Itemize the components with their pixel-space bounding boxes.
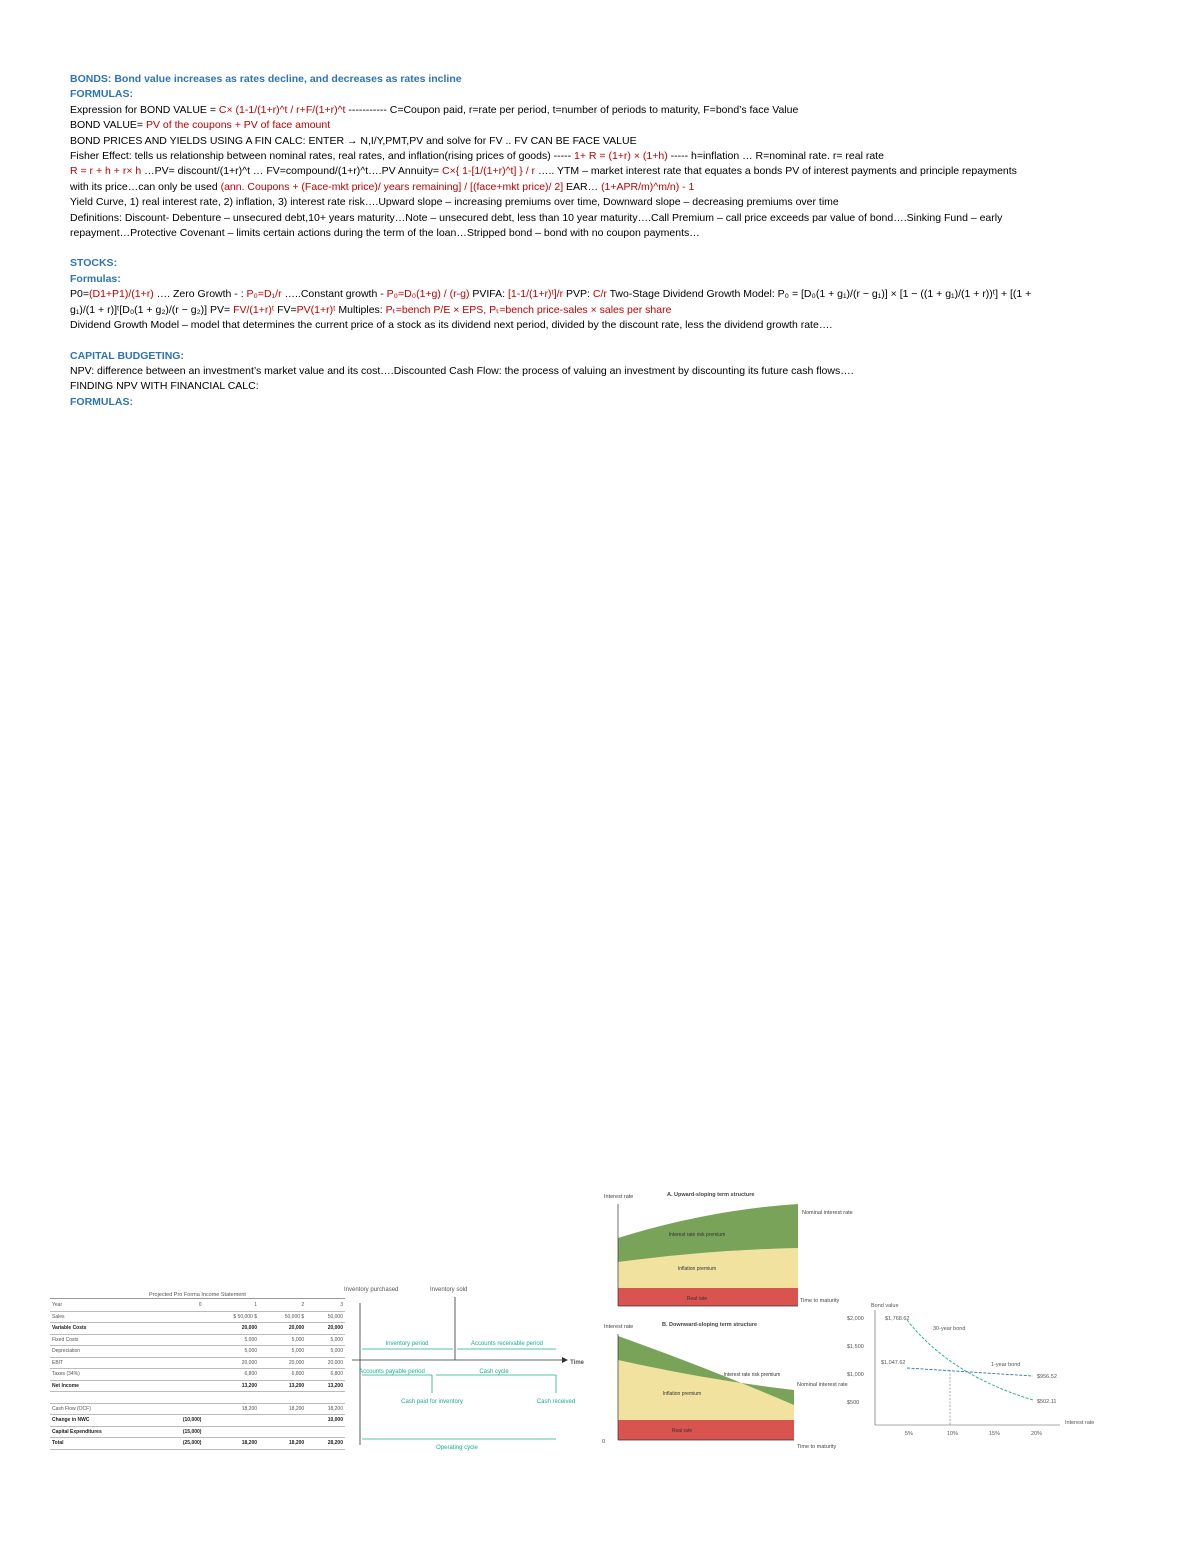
table-cell: 18,200 — [259, 1403, 306, 1415]
time-label: Time — [570, 1360, 584, 1366]
downward-inflation-label: Inflation premium — [662, 1391, 702, 1397]
table-cell: 5,000 — [259, 1346, 306, 1358]
table-row — [50, 1357, 345, 1369]
y-tick-2000: $2,000 — [847, 1316, 864, 1322]
table-row — [50, 1323, 345, 1335]
table-row — [50, 1346, 345, 1358]
stocks-heading: STOCKS: — [70, 257, 118, 270]
x-tick-5: 5% — [905, 1431, 913, 1437]
definitions-line: Definitions: Discount- Debenture – unsecured debt,10+ years maturity…Note – unsecured debt, less than 10 year maturity….Call Premium – call price exceeds par value of bond….Sinking Fund – early — [70, 211, 1003, 224]
table-cell: 5,000 — [203, 1334, 259, 1346]
table-cell: 20,000 — [259, 1357, 306, 1369]
table-cell: 13,200 — [259, 1380, 306, 1392]
value-502: $502.11 — [1037, 1399, 1057, 1405]
table-cell — [306, 1426, 345, 1438]
upward-nominal-label: Nominal interest rate — [802, 1210, 853, 1216]
table-cell: 20,000 — [203, 1357, 259, 1369]
table-cell: 50,000 — [306, 1311, 345, 1323]
table-header-cell: Year — [50, 1300, 158, 1311]
table-cell: Variable Costs — [50, 1323, 158, 1335]
table-cell: Cash Flow (OCF) — [50, 1403, 158, 1415]
table-cell — [158, 1392, 203, 1404]
pro-forma-table-figure — [50, 1292, 345, 1450]
table-cell: (10,000) — [158, 1415, 203, 1427]
table-cell: 10,000 — [306, 1415, 345, 1427]
stocks-formulas-label: Formulas: — [70, 272, 121, 285]
table-cell — [203, 1392, 259, 1404]
table-cell: 18,200 — [306, 1403, 345, 1415]
table-cell: Fixed Costs — [50, 1334, 158, 1346]
npv-line: NPV: difference between an investment’s market value and its cost….Discounted Cash Flow: the process of valuing an investment by discounting its future cash flows…. — [70, 364, 854, 377]
one-year-label: 1-year bond — [991, 1362, 1021, 1368]
downward-nominal-label: Nominal interest rate — [797, 1382, 848, 1388]
pv-fv-line: R = r + h + r× h …PV= discount/(1+r)^t … FV=compound/(1+r)^t….PV Annuity= C×{ 1-[1/(1+r)^t] } / r ….. YTM – market interest rate that equates a bonds PV of interest payments and principle repayments — [70, 165, 1017, 178]
cash-received-label: Cash received — [536, 1399, 576, 1405]
downward-real-label: Real rate — [671, 1428, 693, 1434]
cash-cycle-label: Cash cycle — [479, 1369, 509, 1375]
cash-paid-label: Cash paid for inventory — [401, 1399, 463, 1405]
upward-title: A. Upward-sloping term structure — [667, 1192, 755, 1198]
operating-cycle-figure — [344, 1285, 584, 1455]
table-cell: Depreciation — [50, 1346, 158, 1358]
table-header-cell: 1 — [203, 1300, 259, 1311]
value-1768: $1,768.62 — [885, 1316, 910, 1322]
bond-x-label: Interest rate — [1065, 1420, 1095, 1426]
table-cell — [259, 1426, 306, 1438]
table-row — [50, 1403, 345, 1415]
table-cell: Sales — [50, 1311, 158, 1323]
yield-curve-line: Yield Curve, 1) real interest rate, 2) inflation, 3) interest rate risk….Upward slope – increasing premiums over time, Downward slope – decreasing premiums over time — [70, 196, 839, 209]
table-cell: $ 50,000 $ — [203, 1311, 259, 1323]
table-cell: Change in NWC — [50, 1415, 158, 1427]
table-cell — [158, 1346, 203, 1358]
table-cell — [259, 1415, 306, 1427]
bond-value-expression: Expression for BOND VALUE = C× (1-1/(1+r)^t / r+F/(1+r)^t ----------- C=Coupon paid, r=rate per period, t=number of periods to maturity, F=bond’s face Value — [70, 103, 799, 116]
table-cell: Capital Expenditures — [50, 1426, 158, 1438]
upward-y-label: Interest rate — [604, 1194, 634, 1200]
downward-zero-label: 0 — [602, 1439, 606, 1445]
table-row — [50, 1438, 345, 1450]
table-cell: 5,000 — [259, 1334, 306, 1346]
fin-calc-line: BOND PRICES AND YIELDS USING A FIN CALC: ENTER → N,I/Y,PMT,PV and solve for FV .. FV CAN BE FACE VALUE — [70, 134, 637, 147]
ar-period-label: Accounts receivable period — [470, 1341, 544, 1347]
table-cell: (25,000) — [158, 1438, 203, 1450]
table-cell: 20,000 — [203, 1323, 259, 1335]
upward-inflation-label: Inflation premium — [677, 1266, 717, 1272]
table-row — [50, 1369, 345, 1381]
table-row — [50, 1334, 345, 1346]
table-cell: 18,200 — [259, 1438, 306, 1450]
table-cell — [158, 1369, 203, 1381]
table-cell: Net Income — [50, 1380, 158, 1392]
pro-forma-table — [50, 1300, 345, 1450]
inventory-purchased-label: Inventory purchased — [344, 1287, 399, 1293]
ap-period-label: Accounts payable period — [359, 1369, 425, 1375]
table-cell: 6,800 — [259, 1369, 306, 1381]
x-tick-15: 15% — [989, 1431, 1001, 1437]
figures-row — [0, 1180, 1200, 1460]
table-cell: 50,000 $ — [259, 1311, 306, 1323]
table-cell: 18,200 — [203, 1403, 259, 1415]
y-tick-1500: $1,500 — [847, 1344, 864, 1350]
definitions-line-2: repayment…Protective Covenant – limits certain actions during the term of the loan…Stripped bond – bond with no coupon payments… — [70, 227, 700, 240]
table-row — [50, 1380, 345, 1392]
downward-title: B. Downward-sloping term structure — [662, 1322, 758, 1328]
capital-formulas-label: FORMULAS: — [70, 395, 133, 408]
table-row — [50, 1415, 345, 1427]
table-cell — [158, 1357, 203, 1369]
table-cell — [203, 1415, 259, 1427]
y-tick-1000: $1,000 — [847, 1372, 864, 1378]
table-cell: 20,000 — [306, 1323, 345, 1335]
table-cell: 20,000 — [259, 1323, 306, 1335]
table-cell: 28,200 — [306, 1438, 345, 1450]
table-cell: EBIT — [50, 1357, 158, 1369]
downward-y-label: Interest rate — [604, 1324, 634, 1330]
table-cell: 13,200 — [306, 1380, 345, 1392]
thirty-year-label: 30-year bond — [933, 1326, 966, 1332]
downward-ttm-label: Time to maturity — [797, 1444, 837, 1450]
fisher-effect-line: Fisher Effect: tells us relationship between nominal rates, real rates, and inflation(rising prices of goods) ----- 1+ R = (1+r) × (1+h) ----- h=inflation … R=nominal rate. r= real rate — [70, 150, 884, 163]
table-cell: 6,800 — [203, 1369, 259, 1381]
table-cell — [203, 1426, 259, 1438]
bond-value-figure — [845, 1300, 1095, 1450]
table-header-cell: 2 — [259, 1300, 306, 1311]
inventory-sold-label: Inventory sold — [430, 1287, 468, 1293]
table-cell — [158, 1403, 203, 1415]
table-header-cell: 3 — [306, 1300, 345, 1311]
npv-calc-line: FINDING NPV WITH FINANCIAL CALC: — [70, 380, 259, 393]
table-row — [50, 1426, 345, 1438]
x-tick-20: 20% — [1031, 1431, 1043, 1437]
bonds-formulas-label: FORMULAS: — [70, 88, 133, 101]
value-956: $956.52 — [1037, 1374, 1057, 1380]
x-tick-10: 10% — [947, 1431, 959, 1437]
ytm-line: with its price…can only be used (ann. Coupons + (Face-mkt price)/ years remaining] / [(face+mkt price)/ 2] EAR… (1+APR/m)^m/n) - 1 — [70, 180, 695, 193]
stock-formulas-line-2: g₁)/(1 + r)]ᵗ[D₀(1 + g₂)/(r − g₂)] PV= FV/(1+r)ᵗ FV=PV(1+r)ᵗ Multiples: Pₜ=bench P/E × EPS, Pₜ=bench price-sales × sales per share — [70, 303, 672, 316]
table-cell — [158, 1334, 203, 1346]
bond-value-line: BOND VALUE= PV of the coupons + PV of face amount — [70, 119, 331, 132]
y-tick-500: $500 — [847, 1400, 860, 1406]
document-body — [70, 72, 1130, 410]
table-cell: 18,200 — [203, 1438, 259, 1450]
table-cell — [158, 1323, 203, 1335]
table-cell: 5,000 — [203, 1346, 259, 1358]
upward-irr-label: Interest rate risk premium — [668, 1232, 726, 1238]
inventory-period-label: Inventory period — [385, 1341, 429, 1347]
table-row — [50, 1311, 345, 1323]
downward-irr-label: Interest rate risk premium — [723, 1372, 781, 1378]
table-cell: 5,000 — [306, 1346, 345, 1358]
term-structure-figure — [592, 1190, 853, 1458]
table-cell — [259, 1392, 306, 1404]
table-cell: 20,000 — [306, 1357, 345, 1369]
table-cell: 13,200 — [203, 1380, 259, 1392]
table-cell: 5,000 — [306, 1334, 345, 1346]
upward-real-label: Real rate — [686, 1296, 708, 1302]
table-cell — [158, 1380, 203, 1392]
table-header-cell: 0 — [158, 1300, 203, 1311]
bonds-heading: BONDS: Bond value increases as rates decline, and decreases as rates incline — [70, 73, 462, 85]
table-cell: Taxes (34%) — [50, 1369, 158, 1381]
table-cell — [50, 1392, 158, 1404]
table-cell: 6,800 — [306, 1369, 345, 1381]
stock-formulas-line: P0=(D1+P1)/(1+r) …. Zero Growth - : P₀=D₁/r …..Constant growth - P₀=D₀(1+g) / (r-g) PVIFA: [1-1/(1+r)ᵗ]/r PVP: C/r Two-Stage Dividend Growth Model: P₀ = [D₀(1 + g₁)/(r − g₁)] × [1 − ((1 + g₁)/(1 + r))ᵗ] + [(1 + — [70, 288, 1032, 301]
capital-budgeting-heading: CAPITAL BUDGETING: — [70, 349, 184, 362]
dividend-growth-line: Dividend Growth Model – model that determines the current price of a stock as its dividend next period, divided by the discount rate, less the dividend growth rate…. — [70, 319, 833, 332]
upward-ttm-label: Time to maturity — [800, 1298, 840, 1304]
bond-y-label: Bond value — [871, 1303, 899, 1309]
table-cell: (15,000) — [158, 1426, 203, 1438]
operating-cycle-label: Operating cycle — [436, 1445, 478, 1451]
table-cell: Total — [50, 1438, 158, 1450]
table-title: Projected Pro Forma Income Statement — [50, 1292, 345, 1299]
table-cell — [158, 1311, 203, 1323]
table-row — [50, 1392, 345, 1404]
value-1047: $1,047.62 — [881, 1360, 906, 1366]
table-cell — [306, 1392, 345, 1404]
